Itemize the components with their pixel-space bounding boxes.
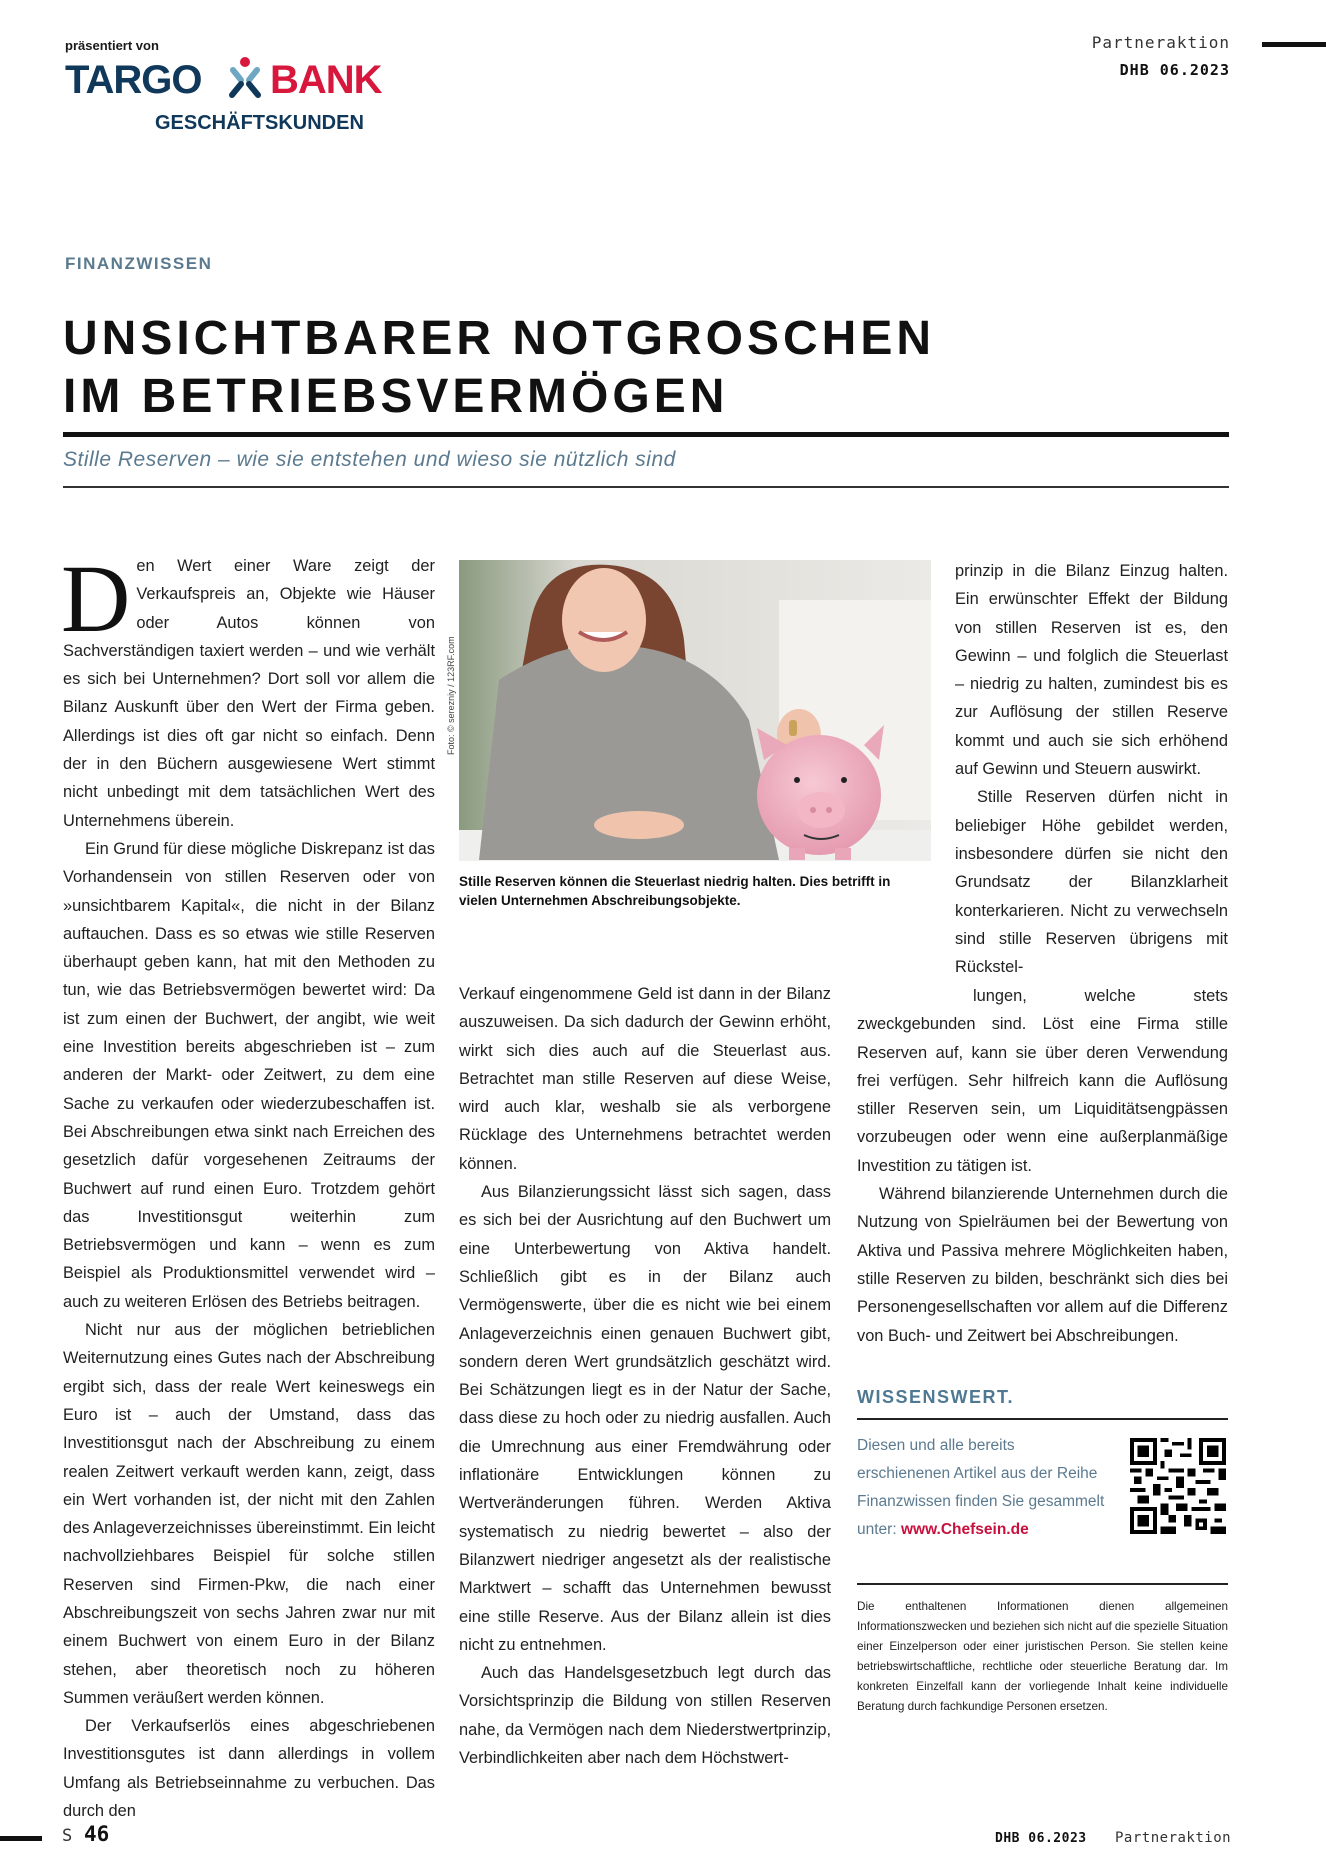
issue-label-bottom: DHB 06.2023 — [995, 1831, 1087, 1846]
footer-rule — [0, 1836, 42, 1841]
chefsein-link[interactable]: www.Chefsein.de — [900, 1521, 1029, 1538]
disclaimer-text: Die enthaltenen Informationen dienen allgemeinen Informationszwecken und beziehen sich nicht auf die spezielle Situation einer Einzelperson oder einer juristischen Person. Sie stellen keine betriebswirtschaftliche, rechtliche oder steuerliche Beratung dar. Im konkreten Einzelfall kann der vorliegende Inhalt keine individuelle Beratung durch fachkundige Personen ersetzen. — [857, 1600, 1228, 1713]
headline-line-2: IM BETRIEBSVERMÖGEN — [63, 370, 729, 423]
paragraph: Aus Bilanzierungssicht lässt sich sagen, dass es sich bei der Ausrichtung auf den Buchwert um eine Unterbewertung von Aktiva handelt. Schließlich gibt es in der Bilanz auch Vermögenswerte, über die es nicht wie bei einem Anlageverzeichnis einen genauen Buchwert gibt, sondern deren Wert grundsätzlich geschätzt wird. Bei Schätzungen liegt es in der Natur der Sache, dass diese zu hoch oder zu niedrig ausfallen. Auch die Umrechnung aus einer Fremdwährung oder inflationäre Entwicklungen können zu Wertveränderungen führen. Werden Aktiva systematisch zu niedrig bewertet – also der Bilanzwert niedriger angesetzt als der realistische Marktwert – schafft das Unternehmen bewusst eine stille Reserve. Aus der Bilanz allein ist dies nicht zu entnehmen. — [459, 1183, 831, 1654]
headline-rule — [63, 432, 1229, 437]
article-column-2 — [459, 980, 831, 1772]
targobank-logo — [65, 56, 395, 136]
paragraph: Der Verkaufserlös eines abgeschriebenen Investitionsgutes ist dann allerdings in vollem Umfang als Betriebseinnahme zu verbuchen. Das durch den — [63, 1717, 435, 1821]
article-column-3-bottom — [857, 982, 1228, 1350]
logo-word-targo: TARGO — [65, 58, 202, 102]
woman-piggy-bank-image — [459, 560, 931, 861]
article-column-1 — [61, 545, 435, 1825]
paragraph: Den Wert einer Ware zeigt der Verkaufspreis an, Objekte wie Häuser oder Autos können von Sachverständigen taxiert werden – und wie verhält es sich bei Unternehmen? Dort soll vor allem die Bilanz Auskunft über den Wert der Firma geben. Allerdings ist dies oft gar nicht so einfach. Denn der in den Büchern ausgewiesene Wert stimmt nicht unbedingt mit dem tatsächlichen Wert des Unternehmens überein. — [61, 545, 435, 830]
page-number: 46 — [84, 1822, 110, 1846]
headline-line-1: UNSICHTBARER NOTGROSCHEN — [63, 312, 936, 365]
paragraph: Verkauf eingenommene Geld ist dann in der Bilanz auszuweisen. Da sich dadurch der Gewinn erhöht, wirkt sich dies auch auf die Steuerlast aus. Betrachtet man stille Reserven auf diese Weise, wird auch klar, weshalb sie als verborgene Rücklage des Unternehmens betrachtet werden können. — [459, 985, 831, 1173]
subtitle-rule — [63, 486, 1229, 488]
paragraph: lungen, welche stets zweckgebunden sind. Löst eine Firma stille Reserven auf, kann sie über deren Verwendung frei verfügen. Sehr hilfreich kann die Auflösung stiller Reserven sein, um Liquiditätsengpässen vorzubeugen oder wenn eine außerplanmäßige Investition zu tätigen ist. — [857, 987, 1228, 1175]
article-column-3-top — [955, 557, 1228, 981]
info-box-text: Diesen und alle bereits erschienenen Artikel aus der Reihe Finanzwissen finden Sie gesammelt unter: www.Chefsein.de — [857, 1437, 1105, 1538]
section-label-top: Partneraktion — [1091, 33, 1230, 52]
article-headline — [63, 310, 935, 426]
page-prefix: S — [62, 1826, 73, 1846]
disclaimer-rule — [857, 1583, 1228, 1585]
logo-subline: GESCHÄFTSKUNDEN — [155, 112, 364, 134]
info-box-title: WISSENSWERT. — [857, 1387, 1015, 1407]
article-kicker: FINANZWISSEN — [65, 254, 213, 273]
header-rule — [1262, 42, 1326, 47]
article-photo — [459, 560, 931, 861]
issue-label-top: DHB 06.2023 — [1119, 61, 1230, 79]
qr-code-icon[interactable] — [1130, 1438, 1226, 1534]
presented-by-label: präsentiert von — [65, 38, 159, 53]
drop-cap: D — [61, 545, 131, 652]
paragraph: Während bilanzierende Unternehmen durch die Nutzung von Spielräumen bei der Bewertung von Aktiva und Passiva mehrere Möglichkeiten haben, stille Reserven zu bilden, beschränkt sich dies bei Personengesellschaften vor allem auf die Differenz von Buch- und Zeitwert bei Abschreibungen. — [857, 1185, 1228, 1345]
logo-word-bank: BANK — [270, 58, 382, 102]
paragraph: Auch das Handelsgesetzbuch legt durch das Vorsichtsprinzip die Bildung von stillen Reserven nahe, da Vermögen nach dem Niederstwertprinzip, Verbindlichkeiten aber nach dem Höchstwert- — [459, 1664, 831, 1768]
paragraph: Stille Reserven dürfen nicht in beliebiger Höhe gebildet werden, insbesondere dürfen sie nicht den Grundsatz der Bilanzklarheit konterkarieren. Nicht zu verwechseln sind stille Reserven übrigens mit Rückstel- — [955, 788, 1228, 977]
section-label-bottom: Partneraktion — [1115, 1830, 1232, 1846]
paragraph: Ein Grund für diese mögliche Diskrepanz ist das Vorhandensein von stillen Reserven oder von »unsichtbarem Kapital«, die nicht in der Bilanz auftauchen. Dass es so etwas wie stille Reserven überhaupt geben kann, hat mit den Methoden zu tun, wie das Betriebsvermögen bewertet wird: Da ist zum einen der Buchwert, der angibt, wie weit eine Investition bereits abgeschrieben ist – zum anderen der Markt- oder Zeitwert, zu dem eine Sache zu verkaufen oder wiederzubeschaffen ist. Bei Abschreibungen etwa sinkt nach Erreichen des gesetzlich dafür vorgesehenen Zeitraums der Buchwert auf rund einen Euro. Trotzdem gehört das Investitionsgut weiterhin zum Betriebsvermögen und kann – wenn es zum Beispiel als Produktionsmittel verwendet wird – auch zu weiteren Erlösen des Betriebs beitragen. — [63, 839, 435, 1311]
paragraph: prinzip in die Bilanz Einzug halten. Ein erwünschter Effekt der Bildung von stillen Reserven ist es, den Gewinn – und folglich die Steuerlast – niedrig zu halten, zumindest bis es zur Auflösung der stillen Reserve kommt und auch sie sich erhöhend auf Gewinn und Steuern auswirkt. — [955, 562, 1228, 779]
photo-caption: Stille Reserven können die Steuerlast niedrig halten. Dies betrifft in vielen Unternehmen Abschreibungsobjekte. — [459, 874, 891, 908]
article-subtitle: Stille Reserven – wie sie entstehen und wieso sie nützlich sind — [63, 448, 676, 471]
photo-credit: Foto: © serezniy / 123RF.com — [446, 636, 456, 755]
info-box-rule — [857, 1418, 1228, 1420]
paragraph: Nicht nur aus der möglichen betrieblichen Weiternutzung eines Gutes nach der Abschreibung ergibt sich, dass der reale Wert keineswegs ein Euro ist – auch der Umstand, dass das Investitionsgut nach der Abschreibung zu einem realen Zeitwert verkauft werden kann, zeigt, dass ein Wert vorhanden ist, der nicht mit den Zahlen des Anlageverzeichnisses übereinstimmt. Ein leicht nachvollziehbares Beispiel für solche stillen Reserven sind Firmen-Pkw, die nach einer Abschreibungszeit von sechs Jahren zwar nur mit einem Buchwert von einem Euro in der Bilanz stehen, aber theoretisch noch zu höheren Summen veräußert werden können. — [63, 1321, 435, 1707]
logo-figure-icon — [225, 56, 265, 100]
